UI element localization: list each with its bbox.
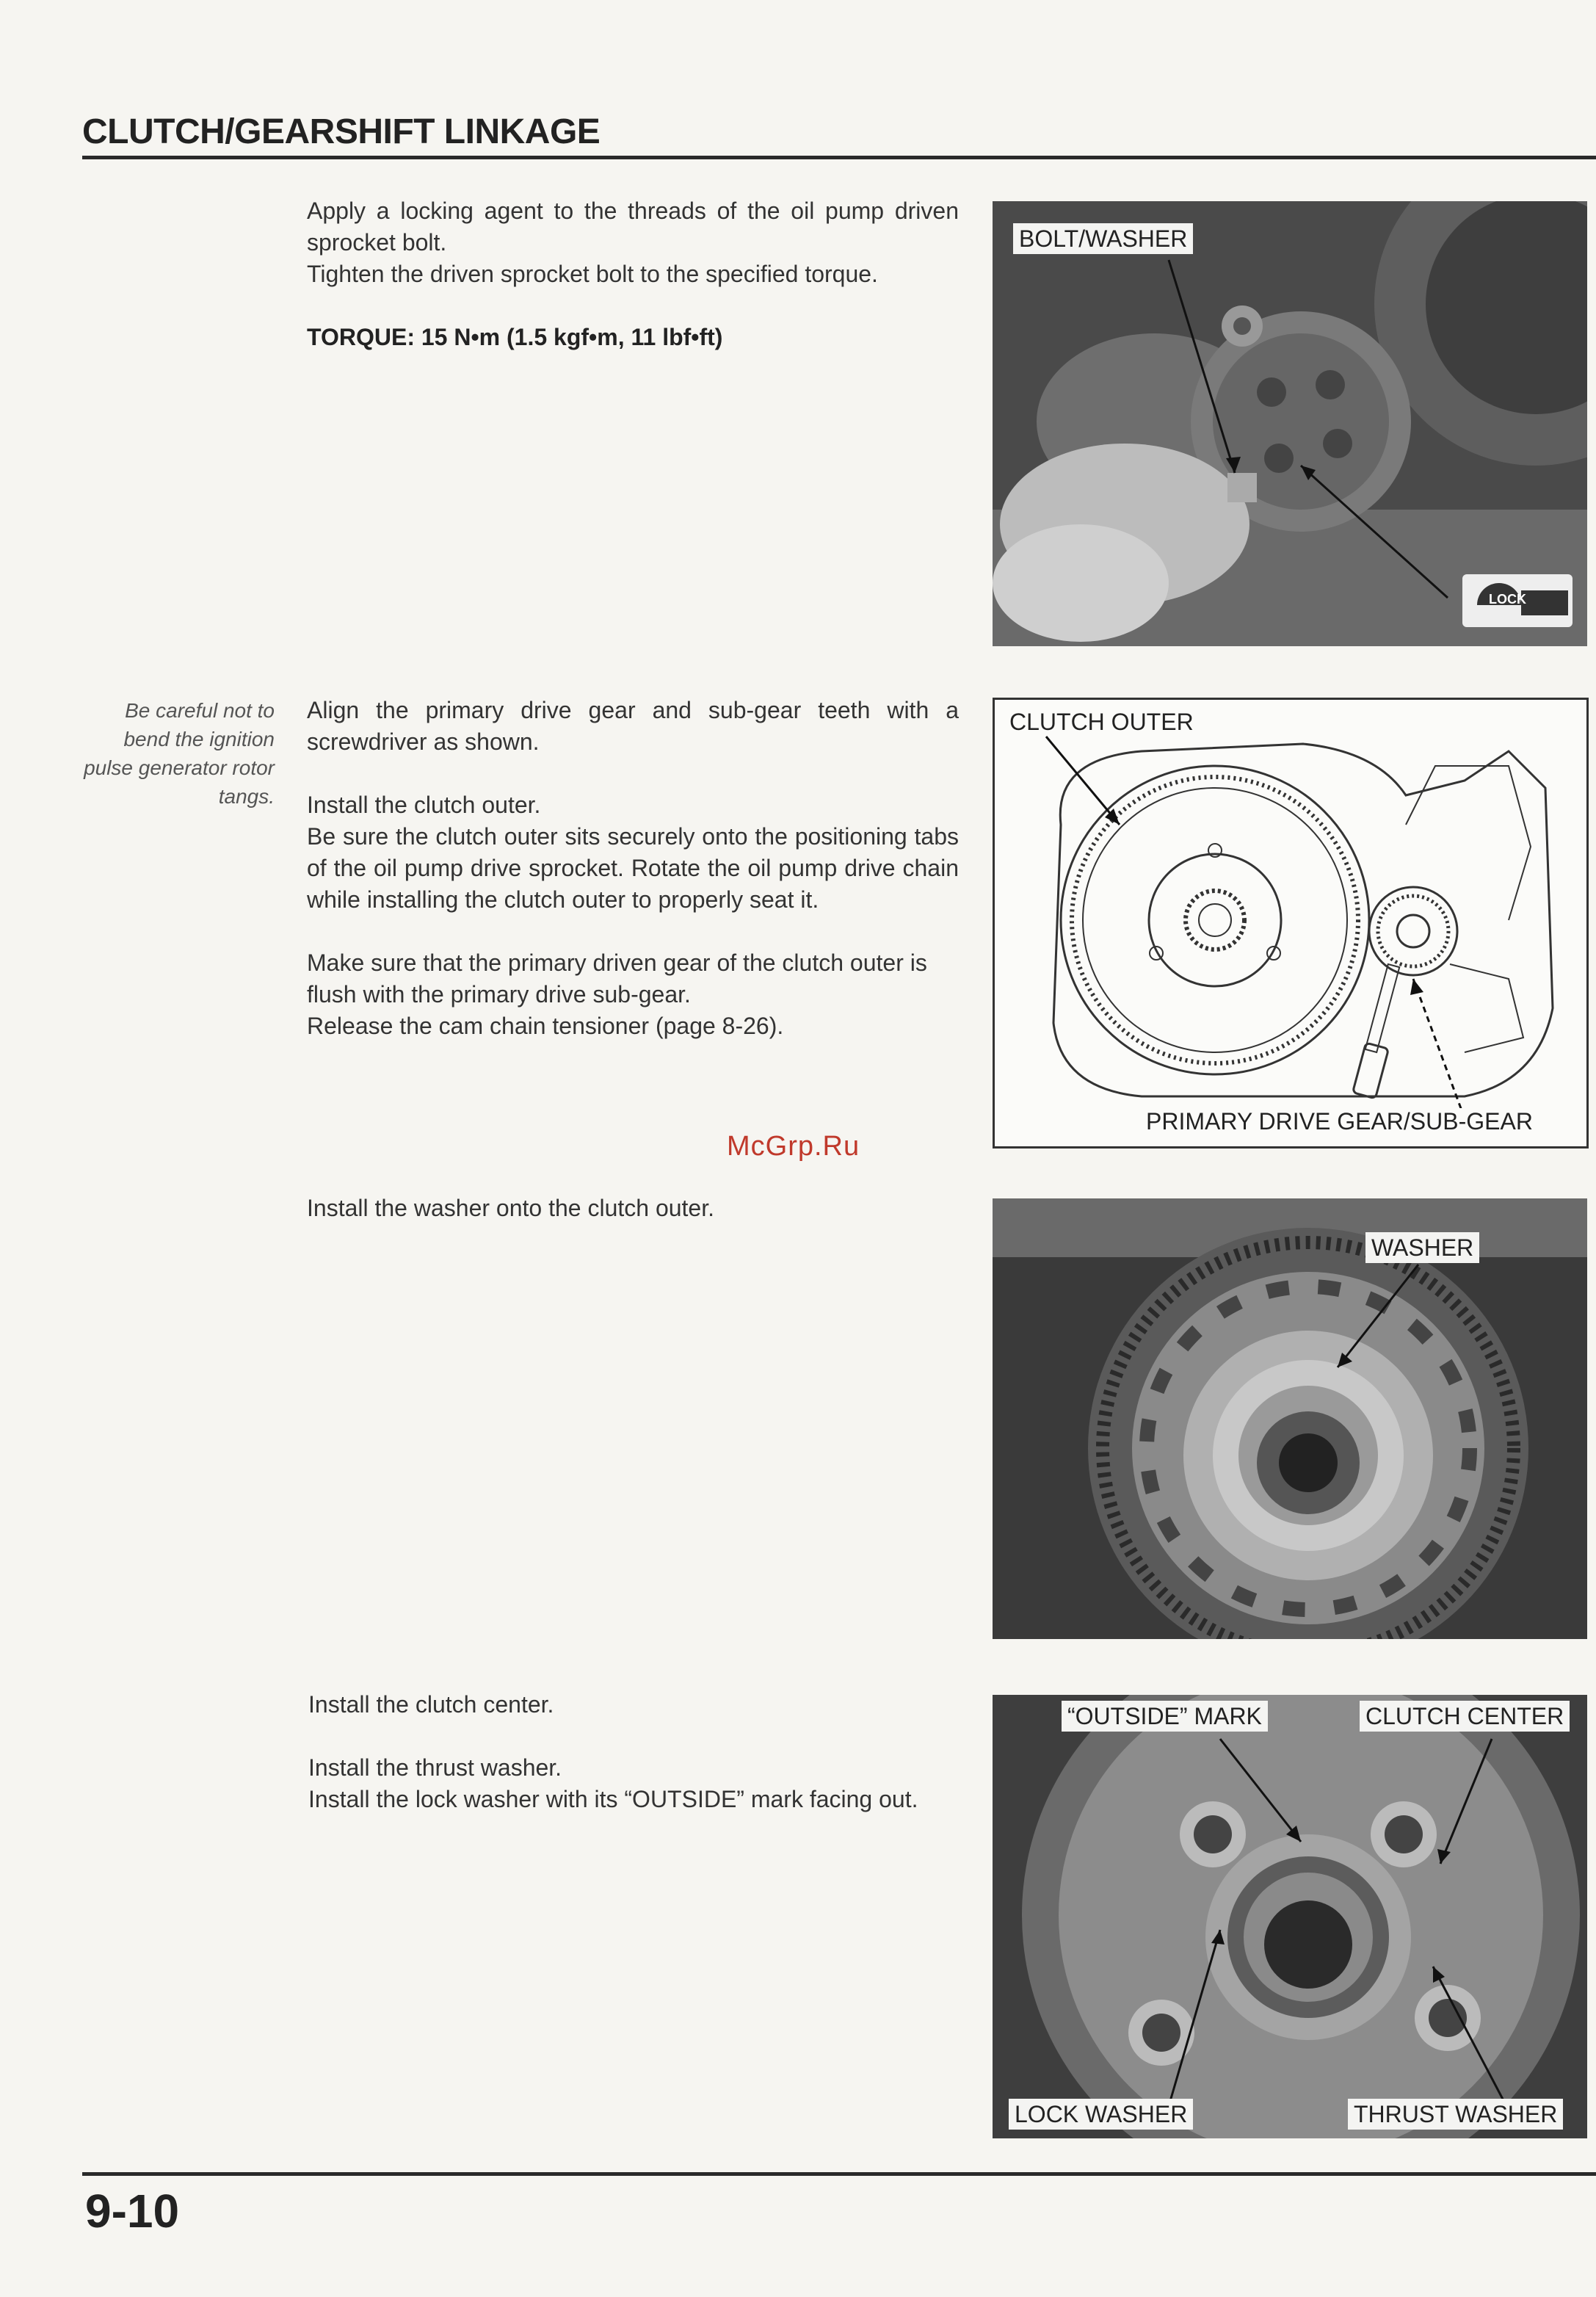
section2-para4: Make sure that the primary driven gear of the clutch outer is flush with the primary drive sub-gear. [307,949,927,1008]
photo-clutch-center-art [993,1695,1587,2138]
section1-text [307,195,959,385]
photo-washer [993,1198,1587,1639]
photo-clutch-center [993,1695,1587,2138]
photo-oil-pump-sprocket-art [993,201,1587,646]
bolt-washer-label: BOLT/WASHER [1013,223,1193,254]
section3-text [307,1193,959,1224]
side-note: Be careful not to bend the ignition pulse generator rotor tangs. [84,699,275,808]
section2-para3: Be sure the clutch outer sits securely onto the positioning tabs of the oil pump drive sprocket. Rotate the oil pump drive chain while installing the clutch outer to properly seat it. [307,823,959,913]
diagram-clutch-outer-art [995,700,1586,1146]
clutch-center-label: CLUTCH CENTER [1360,1701,1570,1732]
section2-para1: Align the primary drive gear and sub-gear teeth with a screwdriver as shown. [307,697,959,755]
outside-mark-label: “OUTSIDE” MARK [1062,1701,1268,1732]
section2-para2: Install the clutch outer. [307,792,541,818]
section1-para2: Tighten the driven sprocket bolt to the specified torque. [307,261,878,287]
page-title: CLUTCH/GEARSHIFT LINKAGE [82,112,601,151]
section2-text [307,695,959,1042]
torque-spec: TORQUE: 15 N•m (1.5 kgf•m, 11 lbf•ft) [307,324,723,350]
section4-para2: Install the thrust washer. [308,1754,562,1781]
section2-para5: Release the cam chain tensioner (page 8-26). [307,1013,784,1039]
primary-drive-label: PRIMARY DRIVE GEAR/SUB-GEAR [1146,1108,1533,1135]
section4-para1: Install the clutch center. [308,1691,554,1718]
footer-rule [82,2172,1596,2176]
section1-para1: Apply a locking agent to the threads of the oil pump driven sprocket bolt. [307,198,959,256]
section4-para3: Install the lock washer with its “OUTSIDE” mark facing out. [308,1786,918,1812]
diagram-clutch-outer [993,698,1589,1148]
section3-para1: Install the washer onto the clutch outer. [307,1195,714,1221]
photo-oil-pump-sprocket [993,201,1587,646]
lock-icon-label: LOCK [1489,592,1526,607]
section4-text [308,1689,960,1815]
header-rule [82,156,1596,159]
page-number: 9-10 [85,2185,180,2238]
thrust-washer-label: THRUST WASHER [1348,2099,1563,2130]
washer-label: WASHER [1365,1232,1479,1263]
clutch-outer-label: CLUTCH OUTER [1009,709,1194,735]
watermark: McGrp.Ru [727,1131,860,1162]
lock-washer-label: LOCK WASHER [1009,2099,1193,2130]
photo-washer-art [993,1198,1587,1639]
